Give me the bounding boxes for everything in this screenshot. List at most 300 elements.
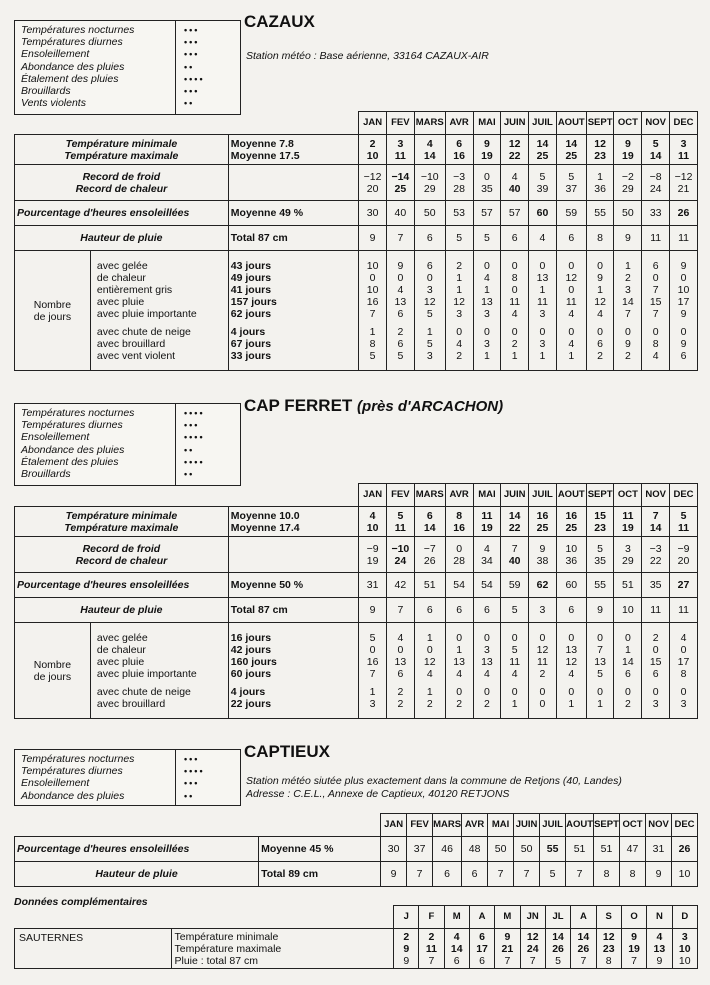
legend-label: Brouillards <box>21 468 71 481</box>
cell: 17 <box>677 295 690 308</box>
row-label: Température minimale <box>174 930 279 943</box>
cell: 4 <box>511 170 518 183</box>
cell: 19 <box>622 149 634 162</box>
day-count: 4 jours <box>230 685 266 698</box>
day-type: de chaleur <box>96 643 146 656</box>
cell: 1 <box>511 697 518 710</box>
day-count: 67 jours <box>230 337 272 350</box>
rain-row <box>15 862 698 887</box>
month-header: A <box>469 906 494 929</box>
station-info: Station météo : Base aérienne, 33164 CAZAUX-AIR <box>246 50 489 62</box>
month-header: MAI <box>473 484 501 507</box>
cell: 50 <box>514 837 540 862</box>
cell: 38 <box>536 554 549 567</box>
month-header: NOV <box>642 484 670 507</box>
cell: 8 <box>680 667 687 680</box>
month-header: JN <box>520 906 545 929</box>
day-type: avec vent violent <box>96 349 176 362</box>
month-header: MARS <box>414 484 445 507</box>
row-label: Pluie : total 87 cm <box>174 954 258 967</box>
station-title: CAZAUX <box>244 12 315 31</box>
cell: 7 <box>652 307 659 320</box>
cell: 25 <box>565 149 578 162</box>
day-type: avec brouillard <box>96 697 166 710</box>
cell: 8 <box>620 862 646 887</box>
cell: 7 <box>369 667 376 680</box>
cell: 37 <box>565 182 578 195</box>
cell: 51 <box>414 573 445 598</box>
month-header: AVR <box>462 814 488 837</box>
cell: 8 <box>511 271 518 284</box>
row-label: Température maximale <box>174 942 282 955</box>
cell: 9 <box>624 137 631 150</box>
cell: 11 <box>425 942 437 955</box>
cell: 10 <box>366 521 379 534</box>
cell: 10 <box>678 942 691 955</box>
rating-dots: ••• <box>184 37 200 48</box>
cell: 13 <box>481 295 493 308</box>
cell: 9 <box>504 930 511 943</box>
cell: 47 <box>620 837 646 862</box>
cell: 7 <box>428 954 435 967</box>
cell: 6 <box>462 862 488 887</box>
cell: −12 <box>363 170 382 183</box>
cell: 5 <box>397 349 404 362</box>
cell: 0 <box>652 325 659 338</box>
cell: 4 <box>453 930 460 943</box>
cell: 0 <box>539 325 546 338</box>
cell: 2 <box>397 697 404 710</box>
month-header: JUIN <box>501 112 529 135</box>
day-count: 157 jours <box>230 295 277 308</box>
cell: 46 <box>433 837 462 862</box>
day-count: 16 jours <box>230 631 272 644</box>
legend-label: Températures diurnes <box>21 36 123 49</box>
cell: 0 <box>652 685 659 698</box>
cell: 2 <box>456 697 463 710</box>
cell: 1 <box>369 685 376 698</box>
cell: 5 <box>555 954 561 967</box>
cell: 19 <box>628 942 640 955</box>
cell: 28 <box>453 554 465 567</box>
cell: 0 <box>369 271 376 284</box>
cell: 6 <box>479 930 485 943</box>
mean-value: Moyenne 17.5 <box>230 149 300 162</box>
cell: 0 <box>568 631 575 644</box>
legend-labels <box>21 24 134 109</box>
cell: 6 <box>456 137 463 150</box>
cell: 5 <box>539 170 546 183</box>
cell: 4 <box>369 509 376 522</box>
cell: 0 <box>511 283 518 296</box>
cell: 0 <box>511 325 518 338</box>
complementary-heading: Données complémentaires <box>14 896 148 908</box>
cell: 54 <box>473 573 501 598</box>
rating-dots: ••• <box>184 778 200 789</box>
cell: −9 <box>366 542 379 555</box>
cell: 15 <box>594 509 606 522</box>
complementary-table <box>14 905 698 969</box>
mean-value: Moyenne 17.4 <box>230 521 300 534</box>
cell: 6 <box>597 337 604 350</box>
day-count: 62 jours <box>230 307 272 320</box>
month-header: SEPT <box>586 112 614 135</box>
cell: 9 <box>403 942 410 955</box>
sunshine-row <box>15 837 698 862</box>
cell: 0 <box>624 685 631 698</box>
legend-label: Vents violents <box>21 97 86 110</box>
cell: 31 <box>646 837 672 862</box>
cell: 11 <box>481 509 493 522</box>
day-type: de chaleur <box>96 271 146 284</box>
legend-dots-column <box>175 750 240 805</box>
cell: 4 <box>680 631 687 644</box>
cell: 12 <box>526 930 539 943</box>
cell: 22 <box>508 149 521 162</box>
cell: 20 <box>366 182 379 195</box>
cell: 19 <box>481 149 493 162</box>
cell: 9 <box>359 226 387 251</box>
cell: 3 <box>397 137 404 150</box>
cell: 39 <box>536 182 549 195</box>
cell: 9 <box>680 337 687 350</box>
cell: −10 <box>420 170 439 183</box>
rating-dots: ••• <box>184 86 200 97</box>
cell: 27 <box>670 573 698 598</box>
cell: 12 <box>423 655 436 668</box>
cell: 7 <box>511 542 518 555</box>
cell: 3 <box>681 930 688 943</box>
cell: 0 <box>597 259 604 272</box>
month-header: SEPT <box>586 484 614 507</box>
cell: 11 <box>509 295 521 308</box>
day-type: avec pluie importante <box>96 307 197 320</box>
cell: 57 <box>473 201 501 226</box>
month-header: NOV <box>646 814 672 837</box>
cell: 7 <box>488 862 514 887</box>
cell: 3 <box>652 697 659 710</box>
cell: 3 <box>426 283 433 296</box>
cell: 16 <box>536 509 549 522</box>
cell: 2 <box>624 349 631 362</box>
place-name: SAUTERNES <box>15 929 172 969</box>
rating-dots: •• <box>184 444 195 455</box>
cell: 10 <box>366 283 379 296</box>
cell: 6 <box>397 667 404 680</box>
cell: 24 <box>526 942 539 955</box>
cell: 7 <box>386 598 414 623</box>
cell: 55 <box>586 201 614 226</box>
cell: 5 <box>369 349 376 362</box>
cell: −12 <box>674 170 693 183</box>
cell: 51 <box>566 837 594 862</box>
rating-dots: •• <box>184 469 195 480</box>
cell: 5 <box>369 631 376 644</box>
cell: 7 <box>504 954 511 967</box>
cell: 4 <box>597 307 604 320</box>
cell: 9 <box>680 307 687 320</box>
cell: 0 <box>568 259 575 272</box>
month-header: MARS <box>414 112 445 135</box>
cell: 25 <box>565 521 578 534</box>
cell: 16 <box>453 521 465 534</box>
temperature-row <box>15 135 698 165</box>
cell: 2 <box>511 337 518 350</box>
cell: 11 <box>537 295 548 308</box>
cell: 0 <box>680 685 687 698</box>
cell: 6 <box>433 862 462 887</box>
cell: 1 <box>456 271 463 284</box>
cell: 9 <box>646 862 672 887</box>
cell: 6 <box>453 954 460 967</box>
cell: −2 <box>621 170 634 183</box>
cell: 7 <box>407 862 433 887</box>
cell: 14 <box>552 930 564 943</box>
month-header: JUIN <box>514 814 540 837</box>
month-header: F <box>419 906 444 929</box>
row-label: Température maximale <box>64 521 179 534</box>
cell: 5 <box>568 170 575 183</box>
rating-dots: •• <box>184 61 195 72</box>
cell: 35 <box>481 182 493 195</box>
cell: 50 <box>614 201 642 226</box>
cell: 13 <box>536 271 549 284</box>
cell: 1 <box>456 643 463 656</box>
row-label: Record de chaleur <box>75 554 168 567</box>
cell: 0 <box>568 685 575 698</box>
cell: 3 <box>680 137 687 150</box>
legend-label: Étalement des pluies <box>21 455 119 468</box>
cell: 0 <box>568 283 575 296</box>
cell: 10 <box>677 283 690 296</box>
cell: 5 <box>540 862 566 887</box>
row-label: Record de froid <box>82 542 161 555</box>
rating-dots: •••• <box>184 456 205 467</box>
cell: 1 <box>511 349 518 362</box>
day-type: avec chute de neige <box>96 325 191 338</box>
cell: 6 <box>680 349 687 362</box>
records-row <box>15 165 698 201</box>
cell: 0 <box>456 325 463 338</box>
temperature-row <box>15 507 698 537</box>
records-row <box>15 537 698 573</box>
cell: 3 <box>483 337 490 350</box>
row-label: Record de chaleur <box>75 182 168 195</box>
cell: 4 <box>656 930 663 943</box>
cell: 11 <box>509 655 521 668</box>
cell: 4 <box>483 542 490 555</box>
row-label: Record de froid <box>82 170 161 183</box>
rating-dots: •••• <box>184 73 205 84</box>
cell: 12 <box>453 295 465 308</box>
station-title-text: CAP FERRET <box>244 396 353 415</box>
cell: 0 <box>652 271 659 284</box>
month-header: FEV <box>407 814 433 837</box>
cell: 9 <box>539 542 546 555</box>
mean-value: Total 87 cm <box>228 598 358 623</box>
cell: 2 <box>397 325 404 338</box>
cell: 14 <box>622 655 634 668</box>
cell: 20 <box>677 554 690 567</box>
month-header: OCT <box>614 484 642 507</box>
day-type: avec pluie <box>96 655 145 668</box>
cell: 1 <box>624 259 631 272</box>
rating-dots: ••• <box>184 25 200 35</box>
month-header: FEV <box>386 112 414 135</box>
cell: 5 <box>652 137 659 150</box>
station-title: CAPTIEUX <box>244 742 330 761</box>
cell: 35 <box>594 554 606 567</box>
mean-value: Moyenne 45 % <box>259 837 381 862</box>
cell: 11 <box>670 226 698 251</box>
cell: 26 <box>672 837 698 862</box>
cell: 0 <box>456 685 463 698</box>
cell: 1 <box>568 697 575 710</box>
cell: 2 <box>369 137 376 150</box>
cell: 12 <box>594 137 606 150</box>
row-label: Hauteur de pluie <box>15 598 229 623</box>
cell: 11 <box>642 598 670 623</box>
cell: 40 <box>508 182 521 195</box>
cell: 0 <box>511 685 518 698</box>
month-header: O <box>621 906 646 929</box>
legend-label: Abondance des pluies <box>21 789 125 802</box>
cell: 14 <box>649 149 662 162</box>
cell: 0 <box>539 697 546 710</box>
days-row <box>15 251 698 371</box>
cell: −7 <box>423 542 436 555</box>
cell: 1 <box>426 631 433 644</box>
cell: 60 <box>556 573 586 598</box>
cell: 6 <box>414 226 445 251</box>
row-label: Température maximale <box>64 149 179 162</box>
cell: 9 <box>656 954 663 967</box>
cell: 7 <box>652 509 659 522</box>
cell: 1 <box>483 283 490 296</box>
cell: 0 <box>483 259 490 272</box>
cell: 10 <box>614 598 642 623</box>
cell: 9 <box>397 259 404 272</box>
cell: 0 <box>680 643 687 656</box>
cell: 1 <box>426 325 433 338</box>
row-label: Hauteur de pluie <box>15 226 229 251</box>
cell: 2 <box>624 697 631 710</box>
cell: 4 <box>568 307 575 320</box>
cell: 9 <box>614 226 642 251</box>
cell: 13 <box>394 295 407 308</box>
cell: 6 <box>479 954 485 967</box>
cell: 3 <box>456 307 463 320</box>
legend-label: Abondance des pluies <box>21 60 125 73</box>
rating-dots: •••• <box>184 432 205 443</box>
cell: 14 <box>577 930 590 943</box>
day-count: 22 jours <box>230 697 272 710</box>
cell: 36 <box>565 554 578 567</box>
cell: 5 <box>597 667 604 680</box>
month-header: AOUT <box>556 112 586 135</box>
legend-label: Températures nocturnes <box>21 24 135 36</box>
cell: 14 <box>622 295 634 308</box>
cell: −14 <box>391 170 410 183</box>
month-header: JAN <box>359 112 387 135</box>
cell: 3 <box>680 697 687 710</box>
cell: 13 <box>453 655 465 668</box>
cell: 23 <box>594 149 606 162</box>
cell: 33 <box>642 201 670 226</box>
cell: 12 <box>565 655 578 668</box>
row-label: Température minimale <box>65 137 178 150</box>
cell: 9 <box>631 930 637 943</box>
cell: 5 <box>426 307 433 320</box>
day-type: entièrement gris <box>96 283 173 296</box>
cell: 15 <box>649 295 662 308</box>
row-label: Pourcentage d'heures ensoleillées <box>15 837 259 862</box>
cell: 8 <box>586 226 614 251</box>
cell: 14 <box>423 521 436 534</box>
cell: 0 <box>539 631 546 644</box>
cell: 59 <box>501 573 529 598</box>
row-label: Hauteur de pluie <box>15 862 259 887</box>
month-header: J <box>394 906 419 929</box>
cell: 7 <box>566 862 594 887</box>
cell: 4 <box>483 667 490 680</box>
climate-table <box>14 813 698 887</box>
cell: 8 <box>652 337 659 350</box>
cell: 48 <box>462 837 488 862</box>
cell: 12 <box>508 137 521 150</box>
sunshine-row <box>15 201 698 226</box>
cell: 3 <box>483 307 490 320</box>
month-header: AVR <box>445 484 473 507</box>
rain-row <box>15 226 698 251</box>
month-header: FEV <box>386 484 414 507</box>
cell: −9 <box>677 542 690 555</box>
cell: 11 <box>677 149 690 162</box>
cell: 19 <box>622 521 634 534</box>
legend-dots-column <box>175 404 240 485</box>
cell: 1 <box>483 349 490 362</box>
cell: 26 <box>670 201 698 226</box>
cell: 3 <box>369 697 376 710</box>
day-type: avec pluie importante <box>96 667 197 680</box>
cell: 7 <box>580 954 587 967</box>
month-header: JUIL <box>529 484 557 507</box>
cell: 12 <box>602 930 615 943</box>
cell: 6 <box>652 259 659 272</box>
legend-label: Températures diurnes <box>21 419 123 432</box>
cell: 0 <box>369 643 376 656</box>
day-count: 60 jours <box>230 667 272 680</box>
rating-dots: •••• <box>184 766 205 777</box>
cell: 0 <box>568 325 575 338</box>
day-type: avec gelée <box>96 631 148 644</box>
cell: 4 <box>397 283 404 296</box>
cell: 10 <box>672 862 698 887</box>
cell: −3 <box>453 170 466 183</box>
cell: 3 <box>539 307 546 320</box>
cell: 9 <box>359 598 387 623</box>
cell: 51 <box>614 573 642 598</box>
month-header: AOUT <box>556 484 586 507</box>
month-header: OCT <box>614 112 642 135</box>
cell: 14 <box>649 521 662 534</box>
cell: 42 <box>386 573 414 598</box>
sunshine-row <box>15 573 698 598</box>
cell: 6 <box>445 598 473 623</box>
cell: 4 <box>511 667 518 680</box>
cell: 6 <box>397 337 404 350</box>
month-header: AVR <box>445 112 473 135</box>
